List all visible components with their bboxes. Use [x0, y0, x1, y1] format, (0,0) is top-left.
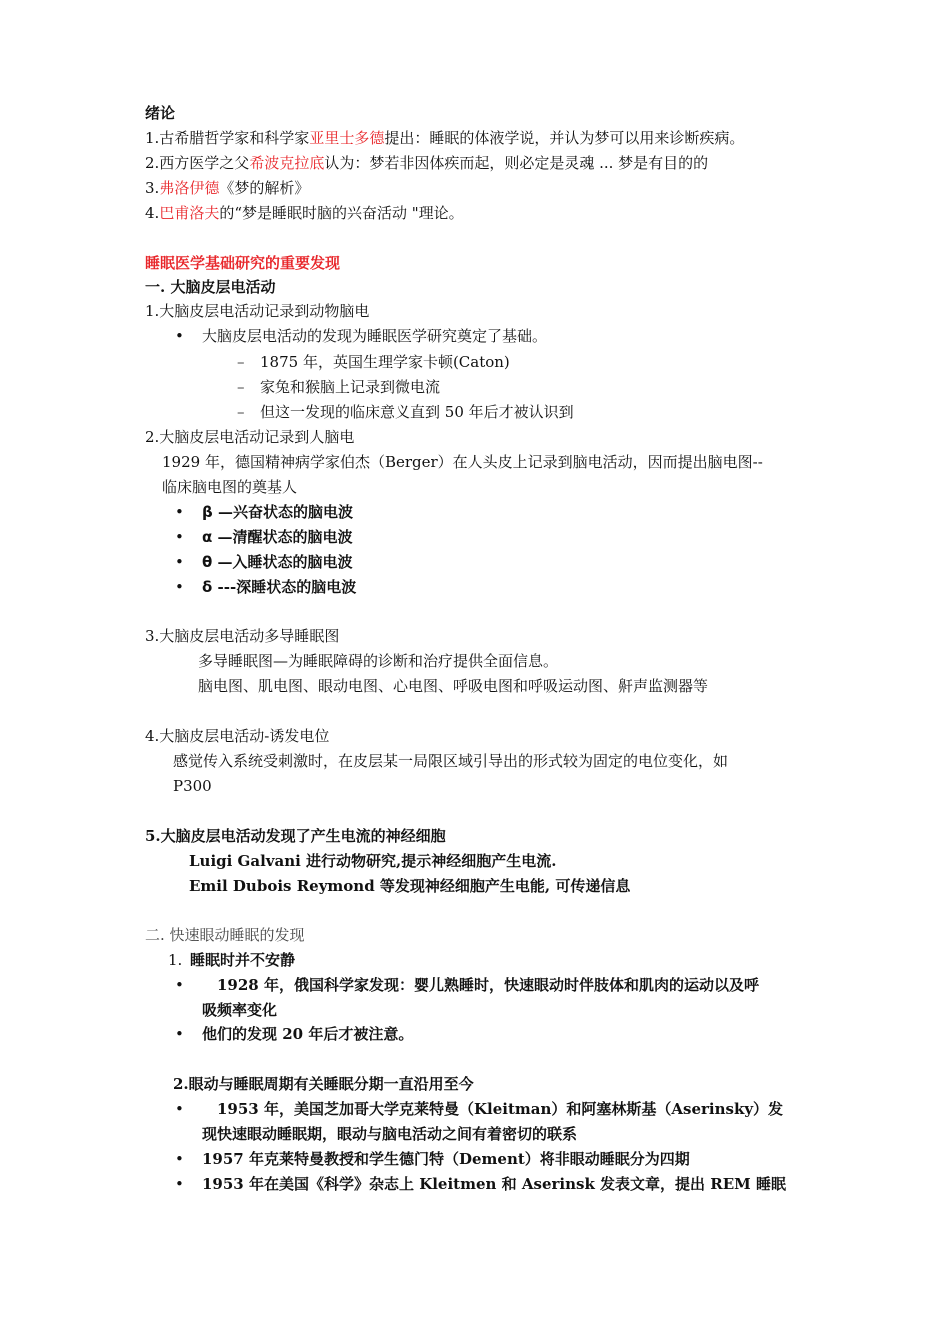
sub2-title: 2.大脑皮层电活动记录到人脑电: [145, 428, 355, 446]
rem1-bullet-2: 他们的发现 20 年后才被注意。: [202, 1025, 414, 1043]
wave-delta: δ ---深睡状态的脑电波: [202, 578, 357, 596]
intro-line-3: 3.弗洛伊德《梦的解析》: [145, 179, 310, 197]
sub1-dash-2: 家兔和猴脑上记录到微电流: [260, 378, 441, 396]
section-title: 睡眠医学基础研究的重要发现: [145, 254, 341, 272]
wave-alpha: α —清醒状态的脑电波: [202, 528, 353, 546]
rem1-title: 睡眠时并不安静: [190, 951, 296, 969]
wave-beta: β —兴奋状态的脑电波: [202, 503, 353, 521]
dash-icon: –: [237, 353, 245, 371]
bullet-icon: •: [175, 528, 184, 546]
rem2-bullet-3: 1953 年在美国《科学》杂志上 Kleitmen 和 Aserinsk 发表文章，提出 REM 睡眠: [202, 1175, 787, 1193]
sub5-title: 5.大脑皮层电活动发现了产生电流的神经细胞: [145, 827, 446, 845]
sub1-dash-3: 但这一发现的临床意义直到 50 年后才被认识到: [260, 403, 574, 421]
sub1-title: 1.大脑皮层电活动记录到动物脑电: [145, 302, 370, 320]
bullet-icon: •: [175, 976, 184, 994]
bullet-icon: •: [175, 1175, 184, 1193]
wave-theta: θ —入睡状态的脑电波: [202, 553, 353, 571]
sub1-bullet: 大脑皮层电活动的发现为睡眠医学研究奠定了基础。: [202, 327, 548, 345]
part-2-heading: 二. 快速眼动睡眠的发现: [145, 926, 305, 944]
sub4-title: 4.大脑皮层电活动-诱发电位: [145, 727, 330, 745]
rem1-bullet-1-line-2: 吸频率变化: [202, 1001, 278, 1019]
rem2-bullet-1-line-1: 1953 年，美国芝加哥大学克莱特曼（Kleitman）和阿塞林斯基（Aserinsky）发: [217, 1100, 784, 1118]
bullet-icon: •: [175, 1100, 184, 1118]
part-1-heading: 一. 大脑皮层电活动: [145, 278, 276, 296]
rem1-bullet-1-line-1: 1928 年，俄国科学家发现：婴儿熟睡时，快速眼动时伴肢体和肌肉的运动以及呼: [217, 976, 759, 994]
rem2-title: 2.眼动与睡眠周期有关睡眠分期一直沿用至今: [173, 1075, 474, 1093]
sub1-dash-1: 1875 年，英国生理学家卡顿(Caton): [260, 353, 510, 371]
rem2-bullet-2: 1957 年克莱特曼教授和学生德门特（Dement）将非眼动睡眠分为四期: [202, 1150, 690, 1168]
dash-icon: –: [237, 378, 245, 396]
sub3-line-1: 多导睡眠图—为睡眠障碍的诊断和治疗提供全面信息。: [198, 652, 559, 670]
intro-heading: 绪论: [145, 104, 176, 122]
bullet-icon: •: [175, 503, 184, 521]
rem2-bullet-1-line-2: 现快速眼动睡眠期，眼动与脑电活动之间有着密切的联系: [202, 1125, 578, 1143]
sub3-line-2: 脑电图、肌电图、眼动电图、心电图、呼吸电图和呼吸运动图、鼾声监测器等: [198, 677, 709, 695]
intro-line-1: 1.古希腊哲学家和科学家亚里士多德提出：睡眠的体液学说，并认为梦可以用来诊断疾病。: [145, 129, 745, 147]
sub5-line-1: Luigi Galvani 进行动物研究,提示神经细胞产生电流.: [189, 852, 557, 870]
intro-line-4: 4.巴甫洛夫的“梦是睡眠时脑的兴奋活动 "理论。: [145, 204, 464, 222]
sub5-line-2: Emil Dubois Reymond 等发现神经细胞产生电能, 可传递信息: [189, 877, 631, 895]
bullet-icon: •: [175, 1025, 184, 1043]
sub3-title: 3.大脑皮层电活动多导睡眠图: [145, 627, 340, 645]
sub2-para-line-2: 临床脑电图的奠基人: [162, 478, 298, 496]
rem1-number: 1.: [168, 951, 183, 969]
bullet-icon: •: [175, 578, 184, 596]
sub4-line-1: 感觉传入系统受刺激时，在皮层某一局限区域引导出的形式较为固定的电位变化，如: [173, 752, 729, 770]
sub4-line-2: P300: [173, 777, 212, 795]
bullet-icon: •: [175, 1150, 184, 1168]
sub2-para-line-1: 1929 年，德国精神病学家伯杰（Berger）在人头皮上记录到脑电活动，因而提出脑电图--: [162, 453, 763, 471]
dash-icon: –: [237, 403, 245, 421]
intro-line-2: 2.西方医学之父希波克拉底认为：梦若非因体疾而起，则必定是灵魂 ... 梦是有目的的: [145, 154, 709, 172]
bullet-icon: •: [175, 327, 184, 345]
bullet-icon: •: [175, 553, 184, 571]
